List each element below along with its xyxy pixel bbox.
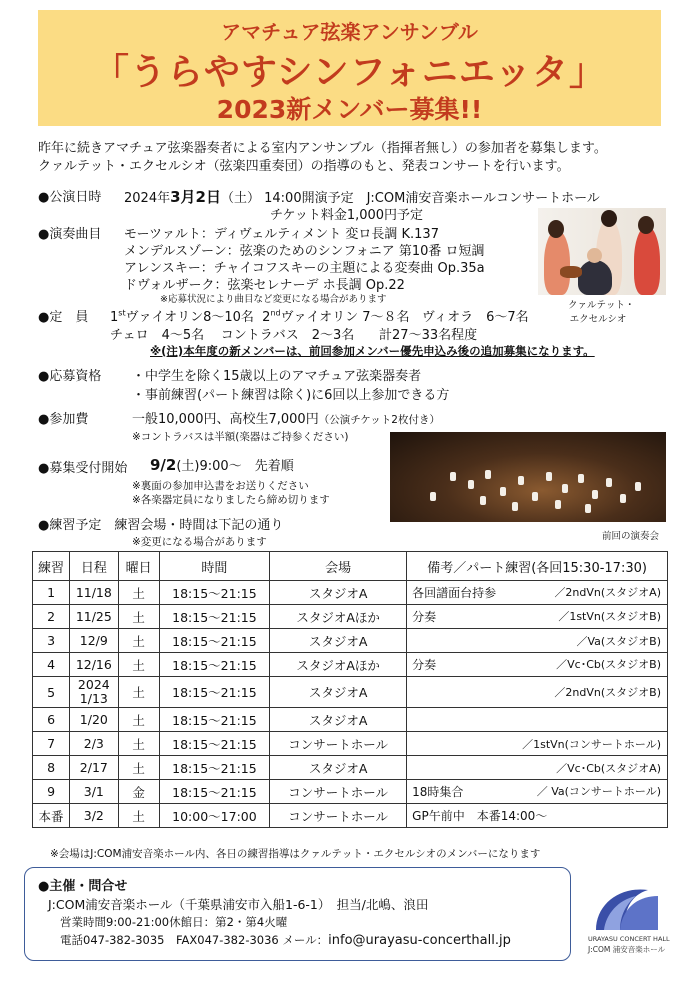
schedule-cell-date: 2/17 xyxy=(70,756,118,780)
program-label: ●演奏曲目 xyxy=(38,227,102,242)
schedule-cell-venue: スタジオA xyxy=(270,629,407,653)
schedule-cell-date: 3/1 xyxy=(70,780,118,804)
application-label: ●募集受付開始 xyxy=(38,461,128,476)
schedule-header-cell: 会場 xyxy=(270,552,407,581)
schedule-cell-part: ／2ndVn(スタジオA) xyxy=(554,586,661,599)
quartet-photo xyxy=(538,208,666,295)
schedule-cell-time: 18:15～21:15 xyxy=(159,653,269,677)
intro-line-2: クァルテット・エクセルシオ（弦楽四重奏団）の指導のもと、発表コンサートを行います。 xyxy=(38,159,570,174)
schedule-cell-remark: 分奏 xyxy=(412,658,437,672)
schedule-cell-date: 2/3 xyxy=(70,732,118,756)
intro-line-1: 昨年に続きアマチュア弦楽器奏者による室内アンサンブル（指揮者無し）の参加者を募集します。 xyxy=(38,141,607,156)
schedule-cell-day: 土 xyxy=(118,629,159,653)
logo-text-en: URAYASU CONCERT HALL xyxy=(588,935,670,943)
quartet-caption-line: クァルテット・ xyxy=(568,300,635,311)
contact-email-link[interactable]: info@urayasu-concerthall.jp xyxy=(328,933,511,948)
capacity-notice: ※(注)本年度の新メンバーは、前回参加メンバー優先申込み後の追加募集になります。 xyxy=(150,344,595,358)
schedule-cell-note xyxy=(407,605,668,629)
schedule-header-cell: 練習 xyxy=(33,552,70,581)
schedule-cell-date: 12/16 xyxy=(70,653,118,677)
performance-date: 3月2日 xyxy=(170,188,221,206)
schedule-row xyxy=(33,605,668,629)
schedule-row xyxy=(33,804,668,828)
application-note: ※各楽器定員になりましたら締め切ります xyxy=(132,494,330,506)
schedule-cell-part: ／1stVn(スタジオB) xyxy=(558,610,661,623)
schedule-cell-time: 18:15～21:15 xyxy=(159,732,269,756)
schedule-cell-note xyxy=(407,708,668,732)
eligibility-line: ・中学生を除く15歳以上のアマチュア弦楽器奏者 xyxy=(132,369,422,384)
schedule-cell-day: 土 xyxy=(118,677,159,708)
schedule-cell-date: 12/9 xyxy=(70,629,118,653)
performance-time-venue: 14:00開演予定 J:COM浦安音楽ホールコンサートホール xyxy=(264,191,600,206)
schedule-row xyxy=(33,677,668,708)
schedule-cell-time: 18:15～21:15 xyxy=(159,629,269,653)
capacity-cello: チェロ 4～5名 xyxy=(110,328,205,343)
schedule-cell-time: 18:15～21:15 xyxy=(159,677,269,708)
schedule-cell-day: 土 xyxy=(118,653,159,677)
practice-label: ●練習予定 練習会場・時間は下記の通り xyxy=(38,518,284,533)
header-subtitle: アマチュア弦楽アンサンブル xyxy=(221,20,478,44)
schedule-cell-time: 18:15～21:15 xyxy=(159,605,269,629)
capacity-row-2 xyxy=(110,324,477,343)
schedule-cell-no: 6 xyxy=(33,708,70,732)
schedule-cell-part: ／Vc･Cb(スタジオB) xyxy=(556,658,661,671)
schedule-cell-venue: コンサートホール xyxy=(270,804,407,828)
schedule-header-cell: 曜日 xyxy=(118,552,159,581)
schedule-cell-day: 土 xyxy=(118,756,159,780)
schedule-cell-remark: 各回譜面台持参 xyxy=(412,586,497,600)
capacity-v1: ヴァイオリン8～10名 xyxy=(125,310,254,325)
logo-text-jp: J:COM 浦安音楽ホール xyxy=(588,945,666,954)
schedule-cell-note xyxy=(407,732,668,756)
application-note: ※裏面の参加申込書をお送りください xyxy=(132,480,309,492)
application-date-line xyxy=(150,455,294,474)
schedule-cell-venue: スタジオAほか xyxy=(270,653,407,677)
contact-title: ●主催・問合せ xyxy=(38,879,128,894)
schedule-cell-no: 4 xyxy=(33,653,70,677)
schedule-cell-venue: コンサートホール xyxy=(270,732,407,756)
schedule-row xyxy=(33,653,668,677)
capacity-v1-sup: st xyxy=(118,308,126,318)
schedule-footnote: ※会場はJ:COM浦安音楽ホール内、各日の練習指導はクァルテット・エクセルシオのメンバーになります xyxy=(50,848,541,860)
fee-amounts: 一般10,000円、高校生7,000円 xyxy=(132,412,319,427)
schedule-cell-note xyxy=(407,581,668,605)
capacity-v1-num: 1 xyxy=(110,310,119,325)
schedule-cell-part: ／ Va(コンサートホール) xyxy=(536,785,661,798)
schedule-cell-note xyxy=(407,653,668,677)
schedule-cell-time: 18:15～21:15 xyxy=(159,708,269,732)
header-year-title: 2023新メンバー募集!! xyxy=(216,95,483,124)
schedule-cell-date: 2024 1/13 xyxy=(70,677,118,708)
schedule-table xyxy=(32,551,668,828)
schedule-header-row xyxy=(33,552,668,581)
capacity-label: ●定 員 xyxy=(38,310,89,325)
schedule-row xyxy=(33,629,668,653)
schedule-cell-venue: スタジオA xyxy=(270,581,407,605)
schedule-cell-date: 11/25 xyxy=(70,605,118,629)
previous-concert-photo xyxy=(390,432,666,522)
capacity-total: 計27～33名程度 xyxy=(379,328,478,343)
contact-phone-fax: 電話047-382-3035 FAX047-382-3036 メール： xyxy=(60,933,329,947)
header-banner xyxy=(38,10,661,126)
schedule-row xyxy=(33,780,668,804)
header-title: 「うらやすシンフォニエッタ」 xyxy=(92,52,607,93)
contact-line: J:COM浦安音楽ホール（千葉県浦安市入船1-6-1） 担当/北嶋、浪田 xyxy=(48,897,429,912)
application-rest: (土)9:00～ 先着順 xyxy=(176,459,294,474)
schedule-row xyxy=(33,732,668,756)
schedule-cell-time: 18:15～21:15 xyxy=(159,756,269,780)
capacity-v2-sup: nd xyxy=(270,308,281,318)
schedule-cell-venue: スタジオA xyxy=(270,756,407,780)
schedule-cell-note xyxy=(407,804,668,828)
contact-phone-line xyxy=(60,932,511,948)
capacity-row-1 xyxy=(110,306,529,325)
schedule-cell-time: 18:15～21:15 xyxy=(159,581,269,605)
program-piece: メンデルスゾーン：弦楽のためのシンフォニア 第10番 ロ短調 xyxy=(124,244,485,259)
schedule-cell-no: 1 xyxy=(33,581,70,605)
schedule-cell-note xyxy=(407,677,668,708)
performance-year: 2024年 xyxy=(124,191,171,206)
schedule-header-cell: 時間 xyxy=(159,552,269,581)
schedule-cell-note xyxy=(407,780,668,804)
capacity-viola: ヴィオラ 6～7名 xyxy=(421,310,529,325)
schedule-cell-date: 1/20 xyxy=(70,708,118,732)
program-piece: モーツァルト：ディヴェルティメント 変ロ長調 K.137 xyxy=(124,227,439,242)
schedule-cell-note xyxy=(407,756,668,780)
performance-weekday: （土） xyxy=(220,191,260,206)
schedule-cell-no: 9 xyxy=(33,780,70,804)
hall-logo xyxy=(590,884,662,932)
schedule-cell-day: 土 xyxy=(118,804,159,828)
application-date: 9/2 xyxy=(150,456,177,474)
fee-ticket-note: （公演チケット2枚付き） xyxy=(318,414,440,426)
schedule-cell-remark: 18時集合 xyxy=(412,785,464,799)
schedule-cell-remark: GP午前中 本番14:00～ xyxy=(412,809,548,823)
schedule-cell-day: 土 xyxy=(118,581,159,605)
schedule-cell-date: 11/18 xyxy=(70,581,118,605)
capacity-contrabass: コントラバス 2～3名 xyxy=(220,328,355,343)
schedule-cell-day: 土 xyxy=(118,708,159,732)
schedule-cell-no: 3 xyxy=(33,629,70,653)
schedule-cell-time: 18:15～21:15 xyxy=(159,780,269,804)
schedule-cell-part: ／Vc･Cb(スタジオA) xyxy=(556,761,661,775)
performance-label: ●公演日時 xyxy=(38,190,102,205)
capacity-v2-num: 2 xyxy=(262,310,271,325)
schedule-cell-no: 2 xyxy=(33,605,70,629)
fee-label: ●参加費 xyxy=(38,412,89,427)
schedule-cell-day: 土 xyxy=(118,605,159,629)
schedule-cell-venue: コンサートホール xyxy=(270,780,407,804)
schedule-cell-day: 金 xyxy=(118,780,159,804)
eligibility-line: ・事前練習(パート練習は除く)に6回以上参加できる方 xyxy=(132,388,450,403)
performance-ticket: チケット料金1,000円予定 xyxy=(270,208,424,223)
schedule-cell-time: 10:00～17:00 xyxy=(159,804,269,828)
schedule-cell-venue: スタジオA xyxy=(270,708,407,732)
schedule-cell-no: 8 xyxy=(33,756,70,780)
quartet-caption xyxy=(568,297,635,325)
schedule-cell-no: 本番 xyxy=(33,804,70,828)
contact-hours: 営業時間9:00-21:00休館日：第2・第4火曜 xyxy=(60,915,288,929)
schedule-cell-date: 3/2 xyxy=(70,804,118,828)
program-piece: ドヴォルザーク：弦楽セレナーデ ホ長調 Op.22 xyxy=(124,278,405,293)
schedule-cell-no: 7 xyxy=(33,732,70,756)
practice-note: ※変更になる場合があります xyxy=(132,536,267,548)
schedule-cell-part: ／2ndVn(スタジオB) xyxy=(554,686,661,699)
fee-note: ※コントラバスは半額(楽器はご持参ください) xyxy=(132,431,349,443)
schedule-row xyxy=(33,581,668,605)
schedule-cell-part: ／1stVn(コンサートホール) xyxy=(522,737,661,751)
program-note: ※応募状況により曲目など変更になる場合があります xyxy=(160,294,387,305)
fee-text xyxy=(132,408,440,427)
schedule-cell-venue: スタジオA xyxy=(270,677,407,708)
eligibility-label: ●応募資格 xyxy=(38,369,102,384)
schedule-header-cell: 備考／パート練習(各回15:30-17:30) xyxy=(407,552,668,581)
schedule-cell-remark: 分奏 xyxy=(412,610,437,624)
schedule-cell-part: ／Va(スタジオB) xyxy=(576,634,661,648)
schedule-cell-day: 土 xyxy=(118,732,159,756)
schedule-row xyxy=(33,708,668,732)
previous-concert-caption: 前回の演奏会 xyxy=(602,531,660,542)
schedule-cell-venue: スタジオAほか xyxy=(270,605,407,629)
schedule-row xyxy=(33,756,668,780)
program-piece: アレンスキー：チャイコフスキーの主題による変奏曲 Op.35a xyxy=(124,261,485,276)
schedule-cell-note xyxy=(407,629,668,653)
capacity-v2: ヴァイオリン 7～８名 xyxy=(280,310,410,325)
quartet-caption-line: エクセルシオ xyxy=(569,314,627,325)
schedule-header-cell: 日程 xyxy=(70,552,118,581)
schedule-cell-no: 5 xyxy=(33,677,70,708)
